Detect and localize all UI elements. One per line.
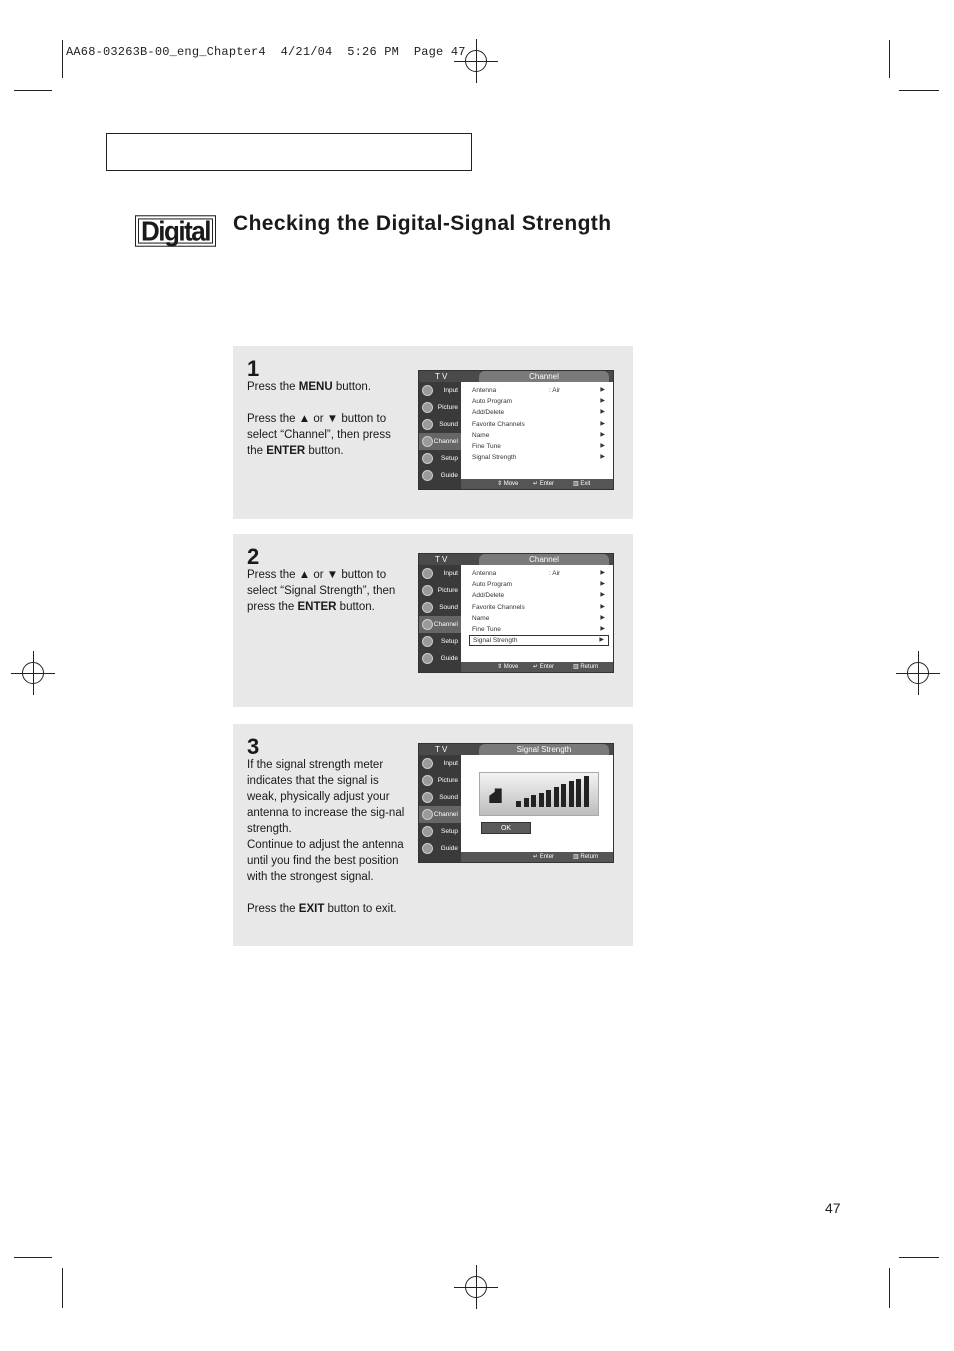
osd-title-bar (419, 744, 613, 755)
osd-sidebar-label: Setup (441, 638, 458, 645)
osd-move-hint: ⇕ Move (497, 481, 519, 487)
signal-bar (531, 795, 536, 807)
osd-menu-label: Signal Strength (472, 454, 517, 462)
page-title: Checking the Digital-Signal Strength (233, 212, 612, 235)
osd-sidebar-label: Guide (440, 845, 458, 852)
menu-category-icon (422, 826, 433, 837)
osd-sidebar (419, 565, 461, 672)
osd-menu-value: : Air (549, 387, 561, 394)
osd-menu-label: Add/Delete (472, 409, 505, 417)
osd-menu-label: Favorite Channels (472, 603, 525, 611)
menu-category-icon (422, 568, 433, 579)
arrow-right-icon: ▶ (600, 387, 605, 393)
osd-enter-hint: ↵ Enter (533, 664, 555, 670)
osd-enter-hint: ↵ Enter (533, 854, 555, 860)
digital-logo-text: Digital (141, 214, 210, 247)
arrow-right-icon: ▶ (600, 603, 605, 610)
arrow-right-icon: ▶ (600, 592, 605, 599)
signal-bar (576, 779, 581, 807)
step-1-panel (233, 346, 633, 519)
menu-category-icon (422, 385, 433, 396)
arrow-right-icon: ▶ (600, 454, 605, 461)
arrow-right-icon: ▶ (600, 431, 605, 438)
osd-sidebar-item (419, 565, 461, 582)
osd-sidebar-item (419, 467, 461, 484)
osd-sidebar-item (419, 382, 461, 399)
tv-menu-screenshot (418, 370, 614, 490)
menu-category-icon (422, 792, 433, 803)
signal-bar (584, 776, 589, 807)
osd-sidebar-label: Picture (437, 587, 458, 594)
step-number: 2 (247, 544, 260, 569)
osd-sidebar-label: Input (443, 570, 458, 577)
osd-menu-item (469, 452, 609, 463)
osd-menu-label: Auto Program (472, 581, 513, 589)
arrow-right-icon: ▶ (600, 442, 605, 449)
menu-category-icon (422, 585, 433, 596)
osd-sidebar-item (419, 823, 461, 840)
osd-menu-label: Name (472, 614, 490, 622)
crop-mark (62, 1268, 63, 1308)
osd-sidebar-label: Guide (440, 472, 458, 479)
osd-menu-label: Favorite Channels (472, 420, 525, 428)
arrow-right-icon: ▶ (600, 614, 605, 621)
osd-sidebar-item (419, 772, 461, 789)
satellite-dish-icon: ⛘ (488, 783, 504, 808)
osd-sidebar-item (419, 633, 461, 650)
registration-mark (22, 662, 44, 684)
osd-sidebar-label: Channel (433, 438, 458, 445)
osd-menu-label: Add/Delete (472, 592, 505, 600)
osd-menu-list (469, 385, 609, 463)
crop-mark (14, 90, 52, 91)
osd-menu-list (469, 568, 609, 646)
osd-menu-label: Signal Strength (473, 637, 518, 645)
menu-category-icon (422, 436, 433, 447)
arrow-right-icon: ▶ (600, 625, 605, 632)
digital-logo (135, 215, 216, 247)
osd-sidebar-label: Picture (437, 777, 458, 784)
osd-sidebar-item (419, 599, 461, 616)
osd-sidebar-label: Picture (437, 404, 458, 411)
osd-menu-item (469, 624, 609, 635)
osd-sidebar-item (419, 755, 461, 772)
osd-sidebar-label: Setup (441, 455, 458, 462)
menu-category-icon (422, 619, 433, 630)
arrow-right-icon: ▶ (600, 409, 605, 416)
osd-sidebar-item (419, 416, 461, 433)
osd-sidebar-item (419, 399, 461, 416)
osd-menu-label: Name (472, 431, 490, 439)
osd-sidebar-label: Sound (439, 421, 458, 428)
osd-tv-label: T V (435, 555, 448, 564)
osd-sidebar-label: Setup (441, 828, 458, 835)
osd-title-bar (419, 371, 613, 382)
osd-menu-label: Fine Tune (472, 442, 501, 450)
crop-mark (14, 1257, 52, 1258)
osd-sidebar-label: Guide (440, 655, 458, 662)
osd-menu-item (469, 590, 609, 601)
osd-menu-item (469, 635, 609, 646)
osd-move-hint: ⇕ Move (497, 664, 519, 670)
arrow-right-icon: ▶ (600, 420, 605, 427)
osd-menu-item (469, 441, 609, 452)
menu-category-icon (422, 602, 433, 613)
ok-button: OK (481, 822, 531, 834)
osd-menu-item (469, 579, 609, 590)
osd-sidebar-label: Sound (439, 794, 458, 801)
signal-bar (569, 781, 574, 807)
osd-menu-label: Fine Tune (472, 625, 501, 633)
signal-bar (554, 787, 559, 807)
step-3-panel (233, 724, 633, 946)
osd-menu-value: : Air (549, 570, 561, 577)
page-number: 47 (825, 1200, 841, 1216)
osd-menu-item (469, 602, 609, 613)
osd-menu-item (469, 385, 609, 396)
osd-exit-hint: ▥ Exit (573, 481, 591, 487)
osd-sidebar-item (419, 616, 461, 633)
osd-menu-tab: Signal Strength (479, 744, 609, 755)
signal-bar (539, 793, 544, 807)
tv-signal-screenshot (418, 743, 614, 863)
osd-menu-item (469, 568, 609, 579)
osd-return-hint: ▥ Return (573, 664, 599, 670)
signal-meter (479, 772, 599, 816)
osd-enter-hint: ↵ Enter (533, 481, 555, 487)
osd-sidebar-label: Sound (439, 604, 458, 611)
osd-menu-label: Antenna (472, 387, 497, 394)
osd-sidebar-label: Input (443, 387, 458, 394)
osd-menu-item (469, 407, 609, 418)
signal-bar (524, 798, 529, 807)
menu-category-icon (422, 843, 433, 854)
crop-mark (889, 1268, 890, 1308)
osd-menu-label: Antenna (472, 570, 497, 577)
step-instructions: If the signal strength meter indicates that the signal is weak, physically adjust your antenna to increase the sig-nal strength. Continue to adjust the antenna until you find the best position with the strongest signal. Press the EXIT button to exit. (247, 759, 405, 915)
arrow-right-icon: ▶ (599, 637, 604, 644)
osd-menu-label: Auto Program (472, 398, 513, 406)
step-2-panel (233, 534, 633, 707)
osd-menu-tab: Channel (479, 371, 609, 382)
osd-menu-tab: Channel (479, 554, 609, 565)
chapter-header-box (106, 133, 472, 171)
crop-mark (899, 90, 939, 91)
osd-sidebar-item (419, 789, 461, 806)
osd-sidebar-item (419, 806, 461, 823)
osd-sidebar-item (419, 650, 461, 667)
osd-title-bar (419, 554, 613, 565)
osd-bottom-bar (461, 852, 613, 862)
arrow-right-icon: ▶ (600, 570, 605, 576)
arrow-right-icon: ▶ (600, 398, 605, 405)
osd-sidebar-item (419, 582, 461, 599)
print-slug: AA68-03263B-00_eng_Chapter4 4/21/04 5:26 PM Page 47 (66, 45, 466, 59)
osd-sidebar (419, 382, 461, 489)
osd-sidebar-item (419, 840, 461, 857)
osd-return-hint: ▥ Return (573, 854, 599, 860)
osd-menu-item (469, 613, 609, 624)
osd-bottom-bar (461, 662, 613, 672)
registration-mark (465, 50, 487, 72)
osd-menu-item (469, 419, 609, 430)
osd-sidebar (419, 755, 461, 862)
osd-sidebar-label: Input (443, 760, 458, 767)
signal-bar (516, 801, 521, 807)
menu-category-icon (422, 470, 433, 481)
osd-menu-item (469, 396, 609, 407)
osd-sidebar-item (419, 450, 461, 467)
menu-category-icon (422, 453, 433, 464)
crop-mark (899, 1257, 939, 1258)
crop-mark (62, 40, 63, 78)
osd-sidebar-label: Channel (433, 811, 458, 818)
menu-category-icon (422, 758, 433, 769)
registration-mark (465, 1276, 487, 1298)
step-number: 1 (247, 356, 260, 381)
arrow-right-icon: ▶ (600, 581, 605, 588)
osd-tv-label: T V (435, 372, 448, 381)
registration-mark (907, 662, 929, 684)
signal-bar (546, 790, 551, 807)
osd-tv-label: T V (435, 745, 448, 754)
menu-category-icon (422, 653, 433, 664)
osd-sidebar-item (419, 433, 461, 450)
step-number: 3 (247, 734, 260, 759)
menu-category-icon (422, 402, 433, 413)
menu-category-icon (422, 419, 433, 430)
menu-category-icon (422, 636, 433, 647)
crop-mark (889, 40, 890, 78)
osd-sidebar-label: Channel (433, 621, 458, 628)
step-instructions: Press the ▲ or ▼ button to select “Signal Strength”, then press the ENTER button. (247, 569, 396, 613)
step-instructions: Press the MENU button. Press the ▲ or ▼ button to select “Channel”, then press the ENTER button. (247, 381, 391, 457)
tv-menu-screenshot (418, 553, 614, 673)
osd-menu-item (469, 430, 609, 441)
osd-bottom-bar (461, 479, 613, 489)
menu-category-icon (422, 809, 433, 820)
signal-bar (561, 784, 566, 807)
menu-category-icon (422, 775, 433, 786)
